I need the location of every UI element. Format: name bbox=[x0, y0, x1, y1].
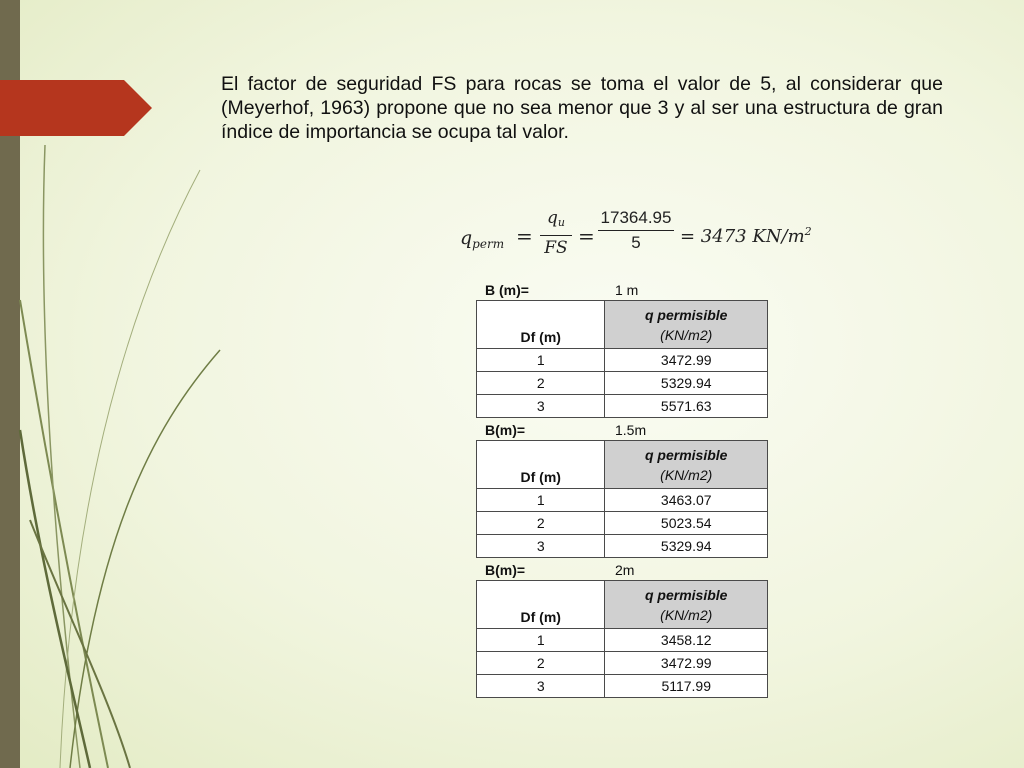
b-width-line bbox=[476, 558, 770, 580]
cell-df: 2 bbox=[477, 652, 605, 675]
table-row bbox=[477, 512, 768, 535]
formula-equals-1: = bbox=[516, 224, 533, 248]
cell-df: 2 bbox=[477, 512, 605, 535]
bearing-capacity-formula bbox=[460, 205, 820, 260]
b-label: B (m)= bbox=[485, 282, 529, 298]
cell-q: 5329.94 bbox=[605, 535, 768, 558]
cell-q: 5329.94 bbox=[605, 372, 768, 395]
b-label: B(m)= bbox=[485, 562, 526, 578]
table-row bbox=[477, 652, 768, 675]
table-row bbox=[477, 675, 768, 698]
cell-df: 3 bbox=[477, 535, 605, 558]
table-row bbox=[477, 535, 768, 558]
results-tables bbox=[476, 278, 770, 698]
q-permisible-table bbox=[476, 440, 768, 558]
b-width-line bbox=[476, 278, 770, 300]
decorative-stems bbox=[0, 0, 230, 768]
table-row bbox=[477, 372, 768, 395]
table-row bbox=[477, 489, 768, 512]
formula-result: = 3473 $KN/m^2$ bbox=[680, 225, 812, 247]
formula-fraction-numeric: 17364.95 5 bbox=[598, 207, 674, 254]
cell-q: 5571.63 bbox=[605, 395, 768, 418]
formula-fraction-symbolic: $q_u$ FS bbox=[540, 207, 572, 259]
stem-3 bbox=[70, 350, 220, 768]
cell-df: 1 bbox=[477, 629, 605, 652]
header-q-permisible: q permisible (KN/m2) bbox=[605, 441, 768, 489]
stem-5 bbox=[20, 430, 90, 768]
q-permisible-table bbox=[476, 300, 768, 418]
cell-df: 1 bbox=[477, 349, 605, 372]
body-paragraph: El factor de seguridad FS para rocas se toma el valor de 5, al considerar que (Meyerhof, 1963) propone que no sea menor que 3 y al ser una estructura de gran índice de importancia se ocupa tal valor. bbox=[221, 73, 943, 143]
cell-df: 3 bbox=[477, 675, 605, 698]
table-row bbox=[477, 349, 768, 372]
b-value: 1 m bbox=[615, 282, 639, 298]
b-label: B(m)= bbox=[485, 422, 526, 438]
formula-lhs: $q_{perm}$ bbox=[460, 227, 505, 251]
cell-df: 1 bbox=[477, 489, 605, 512]
cell-q: 3458.12 bbox=[605, 629, 768, 652]
table-header-row bbox=[477, 581, 768, 629]
cell-df: 3 bbox=[477, 395, 605, 418]
table-header-row bbox=[477, 301, 768, 349]
cell-q: 3463.07 bbox=[605, 489, 768, 512]
b-value: 2m bbox=[615, 562, 635, 578]
header-df: Df (m) bbox=[477, 301, 605, 349]
stem-4 bbox=[60, 170, 200, 768]
cell-df: 2 bbox=[477, 372, 605, 395]
table-block-2 bbox=[476, 418, 770, 558]
stem-2 bbox=[43, 145, 80, 768]
header-df: Df (m) bbox=[477, 581, 605, 629]
cell-q: 5023.54 bbox=[605, 512, 768, 535]
header-q-permisible: q permisible (KN/m2) bbox=[605, 581, 768, 629]
table-header-row bbox=[477, 441, 768, 489]
b-value: 1.5m bbox=[615, 422, 647, 438]
table-row bbox=[477, 629, 768, 652]
header-df: Df (m) bbox=[477, 441, 605, 489]
cell-q: 5117.99 bbox=[605, 675, 768, 698]
formula-equals-2: = bbox=[578, 224, 595, 248]
table-block-1 bbox=[476, 278, 770, 418]
table-row bbox=[477, 395, 768, 418]
table-block-3 bbox=[476, 558, 770, 698]
b-width-line bbox=[476, 418, 770, 440]
header-q-permisible: q permisible (KN/m2) bbox=[605, 301, 768, 349]
q-permisible-table bbox=[476, 580, 768, 698]
cell-q: 3472.99 bbox=[605, 652, 768, 675]
cell-q: 3472.99 bbox=[605, 349, 768, 372]
